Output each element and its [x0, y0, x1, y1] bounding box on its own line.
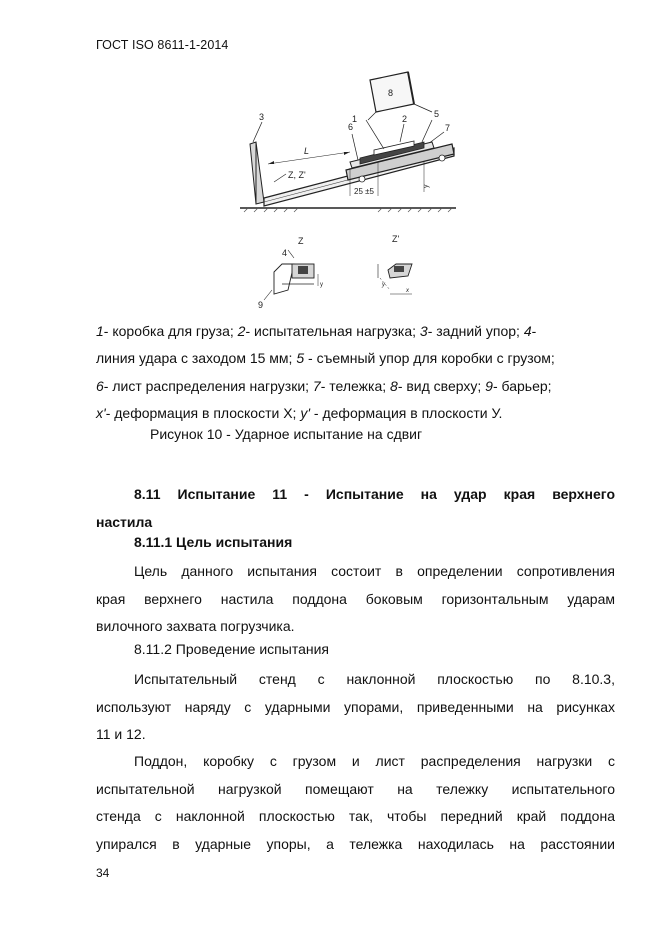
- figure-label-9: 9: [258, 300, 264, 310]
- figure-label-2: 2: [402, 114, 408, 124]
- figure-label-8: 8: [388, 88, 394, 98]
- subsection-title-procedure: 8.11.2 Проведение испытания: [134, 641, 329, 657]
- detail-z-dim: y: [320, 282, 323, 288]
- section-title-line-1: 8.11 Испытание 11 - Испытание на удар края верхнего: [134, 486, 615, 502]
- figure-label-5: 5: [434, 109, 440, 119]
- paragraph-purpose: Цель данного испытания состоит в определении сопротивления края верхнего настила поддона боковым горизонтальным ударам вилочного захвата погрузчика.: [96, 563, 615, 635]
- detail-z-label: Z: [298, 236, 304, 246]
- figure-legend: [96, 318, 616, 427]
- detail-zp-dim-x: x: [406, 288, 409, 294]
- figure-10-shear-impact-test: [228, 64, 472, 322]
- page-number: 34: [96, 866, 110, 880]
- figure-caption: Рисунок 10 - Ударное испытание на сдвиг: [150, 426, 423, 442]
- figure-dim-25: 25 ±5: [354, 187, 374, 196]
- figure-dim-vertical: y: [423, 184, 430, 188]
- paragraph-procedure-2: Поддон, коробку с грузом и лист распределения нагрузки с испытательной нагрузкой помещают на тележку испытательного стенда с наклонной плоскостью так, чтобы передний край поддона упирался в ударные упоры, а тележка находилась на расстоянии: [96, 753, 615, 852]
- figure-label-4: 4: [282, 248, 288, 258]
- legend-line-1: 1- коробка для груза; 2- испытательная нагрузка; 3- задний упор; 4-: [96, 323, 537, 339]
- detail-zp-dim-y: y: [382, 282, 385, 288]
- legend-line-3: 6- лист распределения нагрузки; 7- тележка; 8- вид сверху; 9- барьер;: [96, 377, 552, 394]
- figure-dim-zzp: Z, Z': [288, 170, 306, 180]
- document-header: ГОСТ ISO 8611-1-2014: [96, 38, 229, 52]
- detail-zp: [378, 264, 412, 294]
- legend-line-2: линия удара с заходом 15 мм; 5 - съемный упор для коробки с грузом;: [96, 350, 555, 367]
- legend-line-4: x'- деформация в плоскости X; y' - деформация в плоскости У.: [96, 404, 503, 421]
- detail-z: [258, 248, 323, 310]
- detail-zp-label: Z': [392, 234, 400, 244]
- figure-label-1: 1: [352, 114, 358, 124]
- figure-label-7: 7: [445, 123, 451, 133]
- section-title: [96, 480, 615, 536]
- figure-label-6: 6: [348, 122, 354, 132]
- subsection-title-purpose: 8.11.1 Цель испытания: [134, 534, 293, 550]
- figure-label-3: 3: [259, 112, 265, 122]
- figure-dim-L: L: [304, 146, 310, 156]
- paragraph-procedure-1: Испытательный стенд с наклонной плоскостью по 8.10.3, используют наряду с ударными упорами, приведенными на рисунках 11 и 12.: [96, 671, 615, 743]
- section-title-line-2: настила: [96, 514, 153, 530]
